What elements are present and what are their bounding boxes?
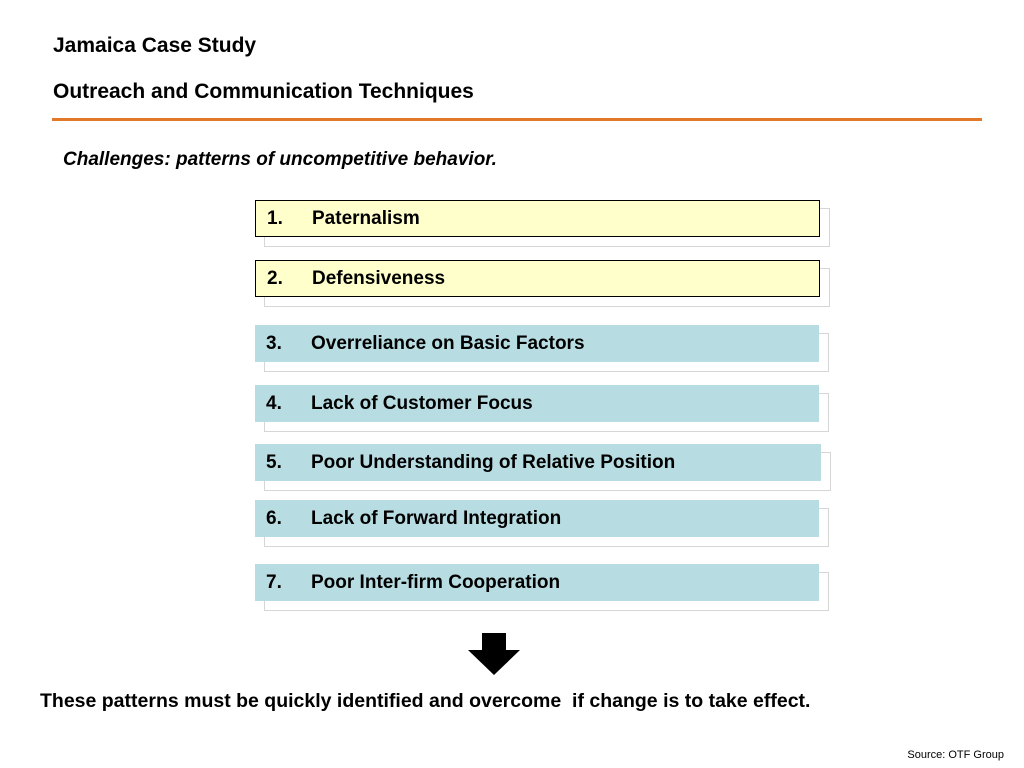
challenge-item-forward-integration [255, 500, 819, 537]
item-label: Lack of Customer Focus [311, 392, 533, 414]
item-label: Defensiveness [312, 267, 446, 289]
challenge-item-overreliance [255, 325, 819, 362]
challenge-item-inter-firm-cooperation [255, 564, 819, 601]
item-box [255, 325, 819, 362]
item-label: Overreliance on Basic Factors [311, 332, 585, 354]
slide-title: Jamaica Case Study [53, 34, 257, 57]
challenge-item-customer-focus [255, 385, 819, 422]
challenge-item-paternalism [255, 200, 820, 237]
item-number: 3. [266, 332, 282, 354]
item-number: 4. [266, 392, 282, 414]
item-number: 7. [266, 571, 282, 593]
conclusion-text: These patterns must be quickly identified and overcome if change is to take effect. [40, 690, 811, 712]
challenge-item-relative-position [255, 444, 821, 481]
item-box [255, 260, 820, 297]
item-number: 5. [266, 451, 282, 473]
item-box [255, 444, 821, 481]
item-label: Poor Inter-firm Cooperation [311, 571, 561, 593]
header-divider [52, 118, 982, 121]
item-number: 6. [266, 507, 282, 529]
item-number: 2. [267, 267, 283, 289]
item-number: 1. [267, 207, 283, 229]
item-label: Poor Understanding of Relative Position [311, 451, 676, 473]
slide-subtitle-heading: Outreach and Communication Techniques [53, 80, 474, 103]
down-arrow-icon [468, 633, 520, 675]
item-box [255, 500, 819, 537]
item-box [255, 385, 819, 422]
item-label: Paternalism [312, 207, 420, 229]
item-label: Lack of Forward Integration [311, 507, 562, 529]
source-note: Source: OTF Group [907, 749, 1004, 761]
challenge-item-defensiveness [255, 260, 820, 297]
item-box [255, 200, 820, 237]
challenges-caption: Challenges: patterns of uncompetitive behavior. [63, 149, 497, 170]
item-box [255, 564, 819, 601]
